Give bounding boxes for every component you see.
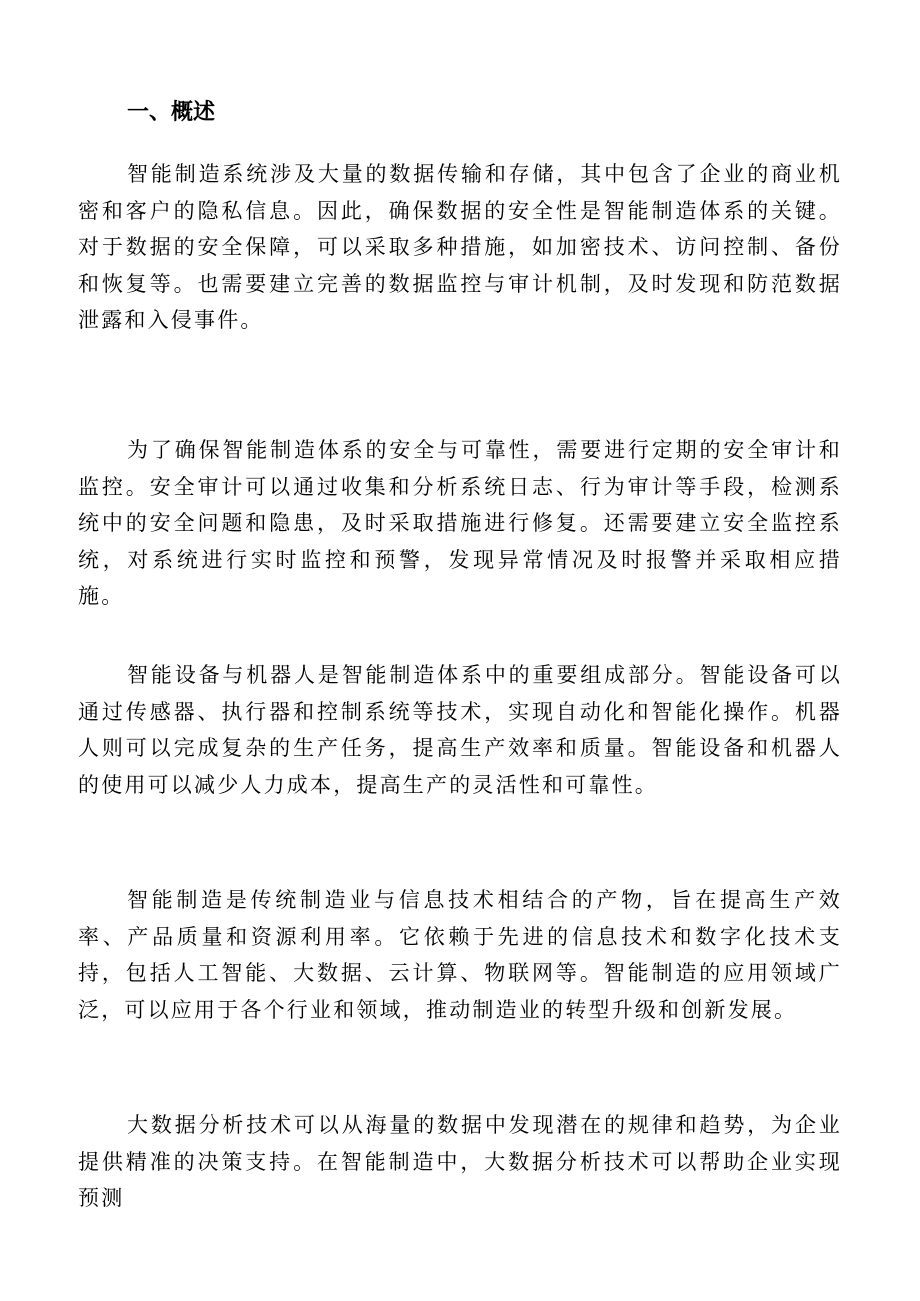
paragraph-data-security: 智能制造系统涉及大量的数据传输和存储，其中包含了企业的商业机密和客户的隐私信息。因此，确保数据的安全性是智能制造体系的关键。对于数据的安全保障，可以采取多种措施，如加密技术、访问控制、备份和恢复等。也需要建立完善的数据监控与审计机制，及时发现和防范数据泄露和入侵事件。 — [78, 162, 842, 332]
paragraph-security-audit: 为了确保智能制造体系的安全与可靠性，需要进行定期的安全审计和监控。安全审计可以通过收集和分析系统日志、行为审计等手段，检测系统中的安全问题和隐患，及时采取措施进行修复。还需要建立安全监控系统，对系统进行实时监控和预警，发现异常情况及时报警并采取相应措施。 — [78, 438, 842, 608]
paragraph-smart-devices: 智能设备与机器人是智能制造体系中的重要组成部分。智能设备可以通过传感器、执行器和控制系统等技术，实现自动化和智能化操作。机器人则可以完成复杂的生产任务，提高生产效率和质量。智能设备和机器人的使用可以减少人力成本，提高生产的灵活性和可靠性。 — [78, 663, 842, 797]
paragraph-big-data: 大数据分析技术可以从海量的数据中发现潜在的规律和趋势，为企业提供精准的决策支持。在智能制造中，大数据分析技术可以帮助企业实现预测 — [78, 1113, 842, 1210]
paragraph-smart-manufacturing: 智能制造是传统制造业与信息技术相结合的产物，旨在提高生产效率、产品质量和资源利用率。它依赖于先进的信息技术和数字化技术支持，包括人工智能、大数据、云计算、物联网等。智能制造的应用领域广泛，可以应用于各个行业和领域，推动制造业的转型升级和创新发展。 — [78, 888, 842, 1022]
section-heading: 一、概述 — [127, 100, 216, 125]
